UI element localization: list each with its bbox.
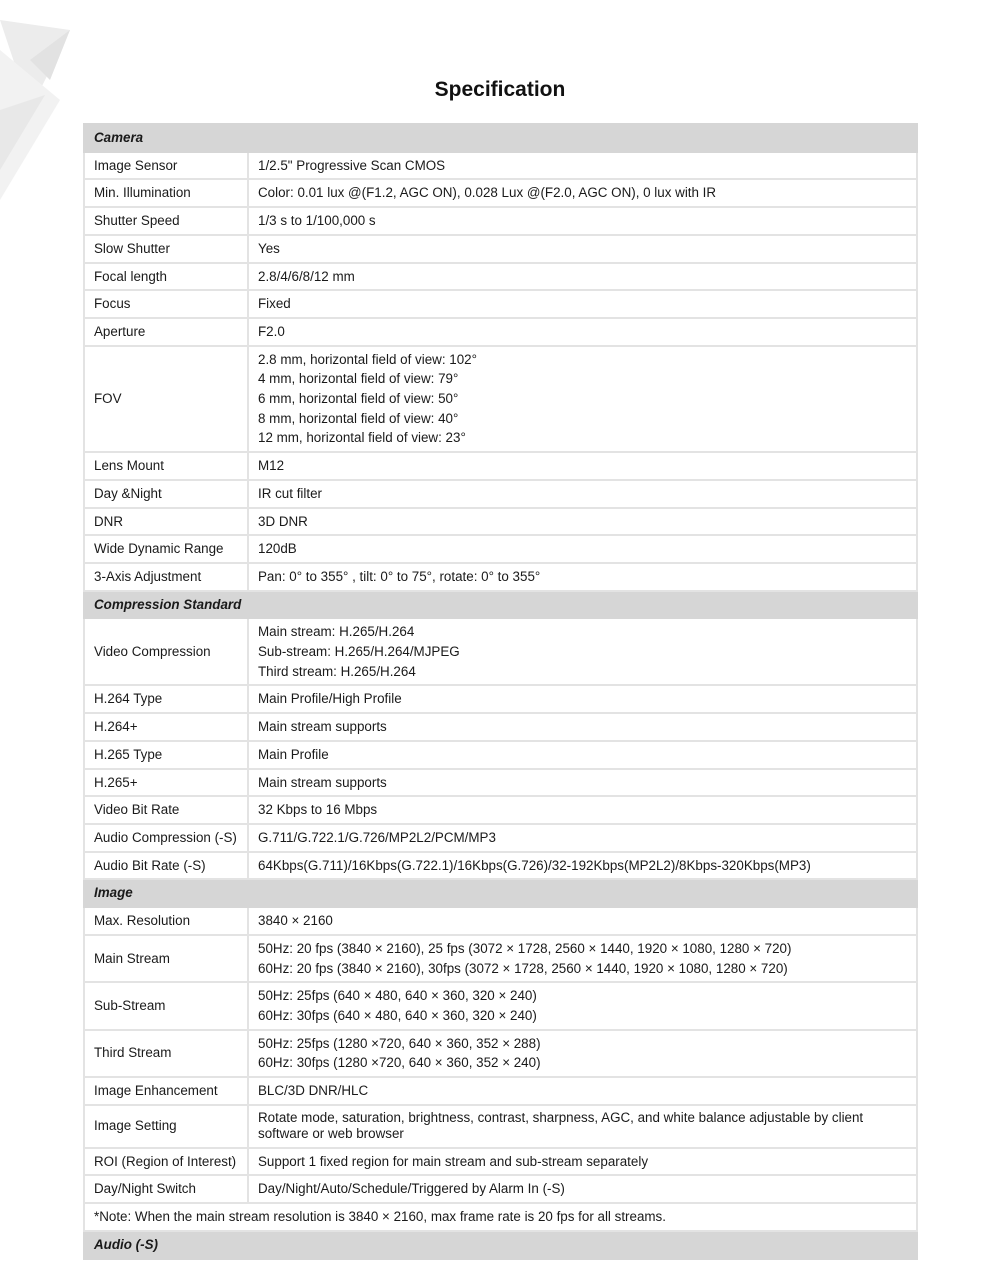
spec-value-line: 32 Kbps to 16 Mbps — [258, 802, 378, 818]
spec-label: H.265 Type — [84, 741, 248, 769]
note-text: *Note: When the main stream resolution is 3840 × 2160, max frame rate is 20 fps for all streams. — [84, 1203, 917, 1231]
spec-label: Main Stream — [84, 935, 248, 982]
spec-value-line: 60Hz: 20 fps (3840 × 2160), 30fps (3072 × 1728, 2560 × 1440, 1920 × 1080, 1280 × 720) — [258, 960, 788, 976]
spec-value-line: 1/3 s to 1/100,000 s — [258, 213, 376, 229]
spec-value — [248, 1077, 917, 1105]
spec-value — [248, 235, 917, 263]
spec-label: Aperture — [84, 318, 248, 346]
spec-value — [248, 982, 917, 1029]
spec-value-line: 3840 × 2160 — [258, 913, 333, 929]
spec-value-line: 120dB — [258, 541, 297, 557]
spec-row — [84, 235, 917, 263]
spec-label: ROI (Region of Interest) — [84, 1148, 248, 1176]
spec-label: Shutter Speed — [84, 207, 248, 235]
section-header — [84, 879, 917, 907]
spec-value-line: Rotate mode, saturation, brightness, contrast, sharpness, AGC, and white balance adjustable by client — [258, 1109, 864, 1125]
spec-value — [248, 563, 917, 591]
spec-value-line: Main stream: H.265/H.264 — [258, 624, 415, 640]
spec-table — [83, 123, 918, 1260]
spec-row — [84, 1030, 917, 1077]
section-title: Compression Standard — [84, 591, 917, 619]
spec-value-line: 2.8/4/6/8/12 mm — [258, 268, 355, 284]
spec-value — [248, 618, 917, 685]
spec-label: Image Setting — [84, 1105, 248, 1148]
spec-value — [248, 1105, 917, 1148]
spec-value — [248, 1175, 917, 1203]
spec-label: Third Stream — [84, 1030, 248, 1077]
spec-value — [248, 852, 917, 880]
spec-label: Image Sensor — [84, 152, 248, 180]
spec-row — [84, 346, 917, 453]
spec-row — [84, 452, 917, 480]
spec-value-line: Main stream supports — [258, 774, 387, 790]
spec-row — [84, 263, 917, 291]
spec-row — [84, 769, 917, 797]
spec-row — [84, 508, 917, 536]
spec-value — [248, 713, 917, 741]
spec-row — [84, 535, 917, 563]
section-title: Camera — [84, 124, 917, 152]
spec-value — [248, 346, 917, 453]
spec-value — [248, 152, 917, 180]
spec-value — [248, 508, 917, 536]
spec-value — [248, 290, 917, 318]
spec-value-line: 4 mm, horizontal field of view: 79° — [258, 371, 459, 387]
note-row — [84, 1203, 917, 1231]
spec-row — [84, 852, 917, 880]
spec-label: DNR — [84, 508, 248, 536]
spec-value-line: Color: 0.01 lux @(F1.2, AGC ON), 0.028 Lux @(F2.0, AGC ON), 0 lux with IR — [258, 185, 717, 201]
spec-label: H.264+ — [84, 713, 248, 741]
spec-label: Video Compression — [84, 618, 248, 685]
spec-row — [84, 713, 917, 741]
spec-label: Lens Mount — [84, 452, 248, 480]
spec-value-line: Pan: 0° to 355° , tilt: 0° to 75°, rotate: 0° to 355° — [258, 568, 541, 584]
spec-value — [248, 179, 917, 207]
spec-value — [248, 796, 917, 824]
spec-value-line: 2.8 mm, horizontal field of view: 102° — [258, 351, 477, 367]
spec-label: Focus — [84, 290, 248, 318]
spec-value-line: 12 mm, horizontal field of view: 23° — [258, 430, 466, 446]
spec-value-line: 60Hz: 30fps (1280 ×720, 640 × 360, 352 × 240) — [258, 1055, 541, 1071]
spec-value-line: Third stream: H.265/H.264 — [258, 663, 416, 679]
spec-value — [248, 907, 917, 935]
spec-value-line: Support 1 fixed region for main stream and sub-stream separately — [258, 1153, 649, 1169]
spec-value-line: 50Hz: 20 fps (3840 × 2160), 25 fps (3072 × 1728, 2560 × 1440, 1920 × 1080, 1280 × 720) — [258, 940, 792, 956]
spec-value-line: 6 mm, horizontal field of view: 50° — [258, 391, 459, 407]
spec-value — [248, 824, 917, 852]
spec-label: Audio Bit Rate (-S) — [84, 852, 248, 880]
spec-value — [248, 769, 917, 797]
spec-row — [84, 982, 917, 1029]
spec-value — [248, 1030, 917, 1077]
spec-label: H.265+ — [84, 769, 248, 797]
spec-value-line: Sub-stream: H.265/H.264/MJPEG — [258, 644, 460, 660]
spec-value-line: Main Profile/High Profile — [258, 691, 402, 707]
spec-row — [84, 179, 917, 207]
spec-value-line: Yes — [258, 240, 280, 256]
spec-row — [84, 741, 917, 769]
section-title: Image — [84, 879, 917, 907]
spec-value-line: IR cut filter — [258, 485, 322, 501]
spec-row — [84, 935, 917, 982]
spec-label: Max. Resolution — [84, 907, 248, 935]
spec-label: Min. Illumination — [84, 179, 248, 207]
spec-value — [248, 207, 917, 235]
spec-label: Image Enhancement — [84, 1077, 248, 1105]
spec-row — [84, 618, 917, 685]
spec-value-line: 1/2.5" Progressive Scan CMOS — [258, 157, 446, 173]
spec-value-line: 3D DNR — [258, 513, 308, 529]
spec-row — [84, 685, 917, 713]
spec-value-line: 50Hz: 25fps (1280 ×720, 640 × 360, 352 × 288) — [258, 1035, 541, 1051]
spec-value — [248, 685, 917, 713]
spec-row — [84, 824, 917, 852]
spec-row — [84, 1077, 917, 1105]
spec-label: Slow Shutter — [84, 235, 248, 263]
spec-value-line: Main Profile — [258, 746, 329, 762]
spec-value — [248, 935, 917, 982]
spec-row — [84, 907, 917, 935]
spec-value-line: software or web browser — [258, 1126, 404, 1142]
spec-row — [84, 480, 917, 508]
spec-row — [84, 152, 917, 180]
spec-value-line: Fixed — [258, 296, 291, 312]
decorative-logo-shape — [0, 0, 75, 210]
spec-label: Wide Dynamic Range — [84, 535, 248, 563]
spec-label: Video Bit Rate — [84, 796, 248, 824]
spec-row — [84, 207, 917, 235]
spec-label: Day &Night — [84, 480, 248, 508]
page-title: Specification — [434, 78, 566, 101]
spec-row — [84, 1105, 917, 1148]
spec-value-line: 60Hz: 30fps (640 × 480, 640 × 360, 320 × 240) — [258, 1007, 537, 1023]
spec-value-line: Day/Night/Auto/Schedule/Triggered by Alarm In (-S) — [258, 1181, 565, 1197]
spec-value — [248, 452, 917, 480]
spec-label: Day/Night Switch — [84, 1175, 248, 1203]
spec-value — [248, 741, 917, 769]
spec-value-line: Main stream supports — [258, 719, 387, 735]
spec-label: FOV — [84, 346, 248, 453]
spec-label: Audio Compression (-S) — [84, 824, 248, 852]
spec-value-line: F2.0 — [258, 323, 285, 339]
spec-row — [84, 1175, 917, 1203]
spec-value-line: 50Hz: 25fps (640 × 480, 640 × 360, 320 × 240) — [258, 988, 537, 1004]
spec-value-line: 8 mm, horizontal field of view: 40° — [258, 410, 459, 426]
spec-row — [84, 290, 917, 318]
spec-label: Focal length — [84, 263, 248, 291]
spec-value — [248, 480, 917, 508]
spec-value-line: BLC/3D DNR/HLC — [258, 1083, 369, 1099]
spec-label: 3-Axis Adjustment — [84, 563, 248, 591]
spec-value — [248, 1148, 917, 1176]
section-title: Audio (-S) — [84, 1231, 917, 1259]
spec-value-line: M12 — [258, 458, 285, 474]
section-header — [84, 1231, 917, 1259]
section-header — [84, 124, 917, 152]
spec-row — [84, 563, 917, 591]
spec-label: Sub-Stream — [84, 982, 248, 1029]
spec-label: H.264 Type — [84, 685, 248, 713]
spec-row — [84, 1148, 917, 1176]
section-header — [84, 591, 917, 619]
spec-value — [248, 263, 917, 291]
spec-value — [248, 318, 917, 346]
spec-row — [84, 318, 917, 346]
spec-value-line: 64Kbps(G.711)/16Kbps(G.722.1)/16Kbps(G.726)/32-192Kbps(MP2L2)/8Kbps-320Kbps(MP3) — [258, 857, 811, 873]
spec-value — [248, 535, 917, 563]
spec-row — [84, 796, 917, 824]
spec-value-line: G.711/G.722.1/G.726/MP2L2/PCM/MP3 — [258, 829, 496, 845]
